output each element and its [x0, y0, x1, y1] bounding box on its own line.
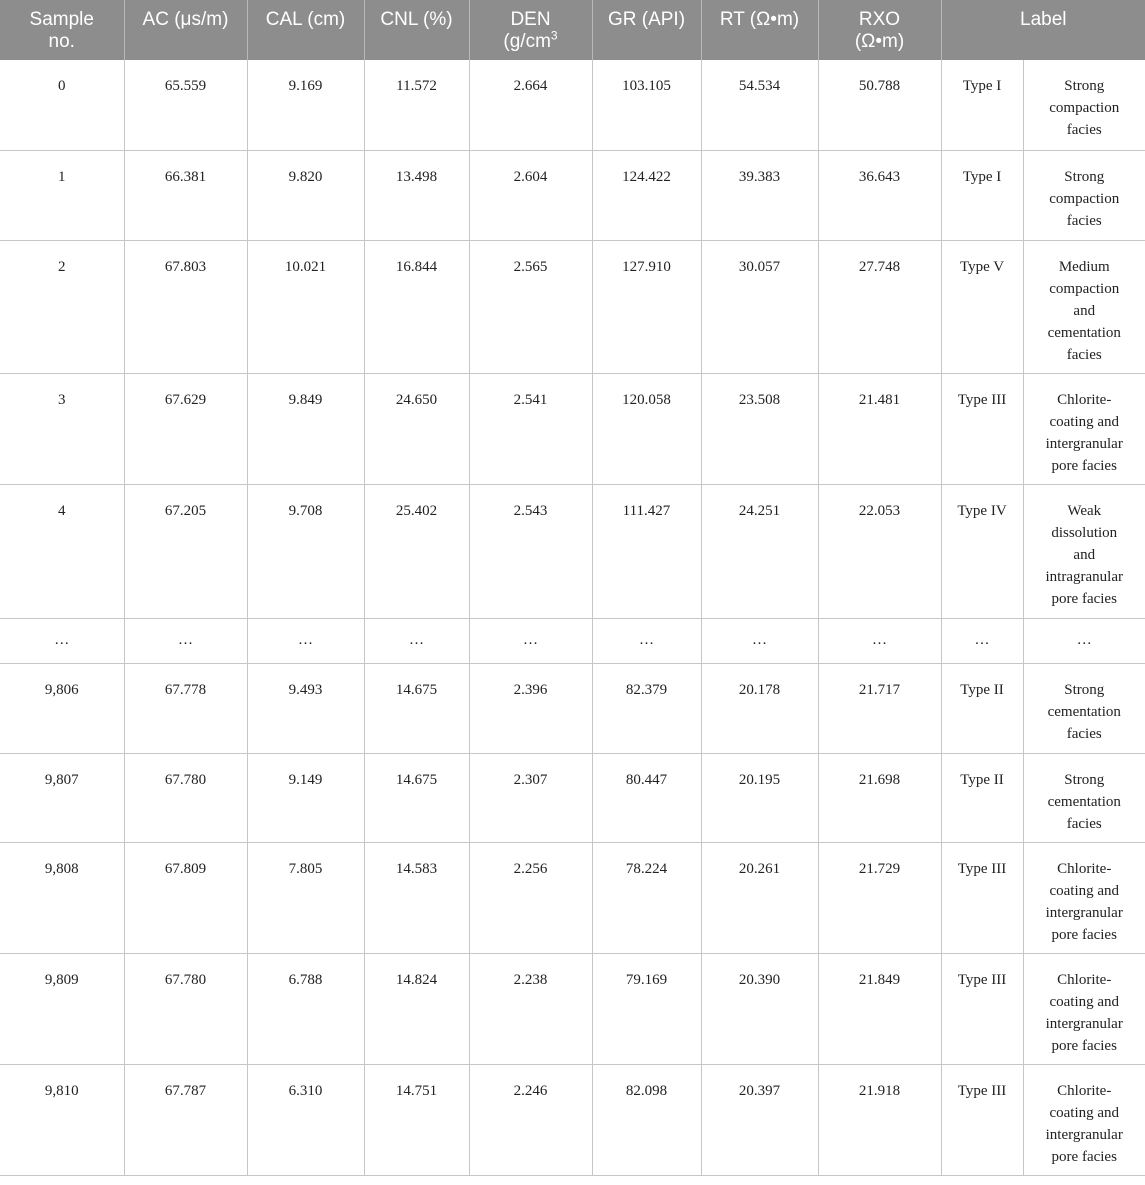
cell-gr: 78.224	[592, 842, 701, 953]
cell-rt: 20.397	[701, 1064, 818, 1175]
facies-line: Chlorite-	[1057, 971, 1112, 988]
table-row	[0, 618, 1145, 663]
cell-cnl: 25.402	[364, 484, 469, 618]
cell-gr: 82.098	[592, 1064, 701, 1175]
cell-gr: 124.422	[592, 150, 701, 240]
facies-line: Strong	[1064, 681, 1105, 698]
facies-line: Strong	[1064, 771, 1105, 788]
cell-cnl: 14.824	[364, 953, 469, 1064]
cell-label-facies	[1023, 753, 1145, 842]
cell-rxo: 36.643	[818, 150, 941, 240]
facies-line: coating and	[1049, 413, 1120, 430]
header-rxo: RXO (Ω•m)	[818, 0, 941, 60]
table-row	[0, 150, 1145, 240]
cell-ac: 67.629	[124, 373, 247, 484]
cell-rt: 24.251	[701, 484, 818, 618]
facies-line: cementation	[1047, 793, 1121, 810]
cell-label-facies	[1023, 373, 1145, 484]
cell-sample-no: 3	[0, 373, 124, 484]
facies-line: facies	[1066, 212, 1102, 229]
cell-rt: 30.057	[701, 240, 818, 373]
cell-sample-no: 0	[0, 60, 124, 150]
cell-ac: 67.780	[124, 953, 247, 1064]
cell-label-facies	[1023, 240, 1145, 373]
facies-line: facies	[1066, 725, 1102, 742]
header-label: Label	[941, 0, 1145, 60]
cell-sample-no: 9,809	[0, 953, 124, 1064]
cell-cnl: 14.583	[364, 842, 469, 953]
header-cal: CAL (cm)	[247, 0, 364, 60]
cell-label-type: …	[941, 618, 1023, 663]
cell-gr: 103.105	[592, 60, 701, 150]
cell-rt: 20.261	[701, 842, 818, 953]
cell-den: 2.604	[469, 150, 592, 240]
header-row	[0, 0, 1145, 60]
cell-ac: 67.803	[124, 240, 247, 373]
cell-den: 2.543	[469, 484, 592, 618]
header-ac: AC (μs/m)	[124, 0, 247, 60]
header-gr: GR (API)	[592, 0, 701, 60]
cell-cnl: 24.650	[364, 373, 469, 484]
cell-cnl: 11.572	[364, 60, 469, 150]
facies-line: Chlorite-	[1057, 860, 1112, 877]
cell-den: 2.246	[469, 1064, 592, 1175]
cell-rxo: 21.918	[818, 1064, 941, 1175]
facies-line: pore facies	[1051, 457, 1117, 474]
cell-label-type: Type I	[941, 150, 1023, 240]
facies-line: intergranular	[1045, 435, 1123, 452]
cell-label-type: Type II	[941, 663, 1023, 753]
facies-line: Strong	[1064, 78, 1105, 94]
cell-den: 2.664	[469, 60, 592, 150]
cell-gr: 79.169	[592, 953, 701, 1064]
facies-line: cementation	[1047, 703, 1121, 720]
cell-cal: 7.805	[247, 842, 364, 953]
table-row	[0, 373, 1145, 484]
cell-label-facies	[1023, 484, 1145, 618]
facies-line: cementation	[1047, 324, 1121, 341]
cell-label-type: Type III	[941, 842, 1023, 953]
cell-label-facies	[1023, 663, 1145, 753]
facies-line: and	[1073, 546, 1096, 563]
table-row	[0, 240, 1145, 373]
cell-rxo: …	[818, 618, 941, 663]
facies-line: compaction	[1049, 280, 1120, 297]
cell-label-type: Type III	[941, 373, 1023, 484]
cell-den: 2.565	[469, 240, 592, 373]
cell-sample-no: 9,806	[0, 663, 124, 753]
table-row	[0, 953, 1145, 1064]
cell-ac: 66.381	[124, 150, 247, 240]
cell-rxo: 21.849	[818, 953, 941, 1064]
cell-ac: 67.809	[124, 842, 247, 953]
facies-line: Weak	[1067, 502, 1102, 519]
header-sample-no: Sample no.	[0, 0, 124, 60]
table-row	[0, 842, 1145, 953]
cell-rt: 54.534	[701, 60, 818, 150]
cell-rxo: 50.788	[818, 60, 941, 150]
facies-line: intragranular	[1045, 568, 1123, 585]
facies-line: and	[1073, 302, 1096, 319]
cell-cal: …	[247, 618, 364, 663]
cell-cal: 9.708	[247, 484, 364, 618]
cell-label-facies	[1023, 1064, 1145, 1175]
facies-line: Chlorite-	[1057, 391, 1112, 408]
cell-label-type: Type III	[941, 953, 1023, 1064]
cell-sample-no: …	[0, 618, 124, 663]
table-row	[0, 1064, 1145, 1175]
cell-label-facies	[1023, 150, 1145, 240]
cell-label-facies	[1023, 60, 1145, 150]
cell-rxo: 21.481	[818, 373, 941, 484]
cell-label-type: Type IV	[941, 484, 1023, 618]
cell-label-type: Type I	[941, 60, 1023, 150]
cell-ac: 67.778	[124, 663, 247, 753]
facies-line: intergranular	[1045, 1126, 1123, 1143]
cell-label-facies	[1023, 618, 1145, 663]
cell-ac: 65.559	[124, 60, 247, 150]
table-row	[0, 484, 1145, 618]
cell-rt: 23.508	[701, 373, 818, 484]
cell-cal: 9.820	[247, 150, 364, 240]
table-body	[0, 60, 1145, 1175]
cell-gr: 82.379	[592, 663, 701, 753]
cell-sample-no: 4	[0, 484, 124, 618]
cell-label-type: Type V	[941, 240, 1023, 373]
cell-cnl: 14.675	[364, 663, 469, 753]
facies-line: pore facies	[1051, 926, 1117, 943]
cell-rxo: 27.748	[818, 240, 941, 373]
facies-line: intergranular	[1045, 904, 1123, 921]
cell-cal: 9.169	[247, 60, 364, 150]
header-den: DEN ($g/cm^3$	[469, 0, 592, 60]
cell-rt: 20.178	[701, 663, 818, 753]
facies-line: facies	[1066, 815, 1102, 832]
cell-rxo: 21.729	[818, 842, 941, 953]
cell-cal: 9.149	[247, 753, 364, 842]
cell-rt: …	[701, 618, 818, 663]
facies-line: coating and	[1049, 993, 1120, 1010]
cell-cnl: 16.844	[364, 240, 469, 373]
cell-cal: 10.021	[247, 240, 364, 373]
cell-den: 2.396	[469, 663, 592, 753]
cell-sample-no: 9,807	[0, 753, 124, 842]
cell-den: 2.541	[469, 373, 592, 484]
cell-ac: …	[124, 618, 247, 663]
cell-den: …	[469, 618, 592, 663]
table-row	[0, 753, 1145, 842]
facies-line: pore facies	[1051, 1148, 1117, 1165]
cell-sample-no: 9,810	[0, 1064, 124, 1175]
facies-line: coating and	[1049, 882, 1120, 899]
cell-cal: 6.310	[247, 1064, 364, 1175]
cell-sample-no: 1	[0, 150, 124, 240]
header-rt: RT (Ω•m)	[701, 0, 818, 60]
facies-line: Medium	[1058, 258, 1110, 275]
cell-label-facies	[1023, 953, 1145, 1064]
cell-cal: 9.849	[247, 373, 364, 484]
facies-line: coating and	[1049, 1104, 1120, 1121]
cell-ac: 67.787	[124, 1064, 247, 1175]
cell-rxo: 21.698	[818, 753, 941, 842]
facies-line: dissolution	[1051, 524, 1118, 541]
cell-cal: 6.788	[247, 953, 364, 1064]
cell-label-type: Type III	[941, 1064, 1023, 1175]
cell-gr: 80.447	[592, 753, 701, 842]
facies-line: Strong	[1064, 168, 1105, 185]
cell-cnl: 13.498	[364, 150, 469, 240]
cell-cal: 9.493	[247, 663, 364, 753]
cell-gr: 111.427	[592, 484, 701, 618]
cell-rt: 20.390	[701, 953, 818, 1064]
facies-line: facies	[1066, 122, 1102, 138]
cell-label-facies	[1023, 842, 1145, 953]
table-row	[0, 60, 1145, 150]
cell-label-type: Type II	[941, 753, 1023, 842]
facies-line: intergranular	[1045, 1015, 1123, 1032]
cell-rt: 20.195	[701, 753, 818, 842]
facies-line: …	[1076, 631, 1092, 648]
cell-rxo: 22.053	[818, 484, 941, 618]
facies-line: compaction	[1049, 100, 1120, 116]
cell-gr: …	[592, 618, 701, 663]
cell-ac: 67.205	[124, 484, 247, 618]
facies-line: pore facies	[1051, 590, 1117, 607]
cell-den: 2.256	[469, 842, 592, 953]
facies-line: pore facies	[1051, 1037, 1117, 1054]
cell-cnl: 14.751	[364, 1064, 469, 1175]
facies-line: Chlorite-	[1057, 1082, 1112, 1099]
cell-sample-no: 9,808	[0, 842, 124, 953]
cell-cnl: …	[364, 618, 469, 663]
cell-den: 2.307	[469, 753, 592, 842]
header-cnl: CNL (%)	[364, 0, 469, 60]
facies-line: facies	[1066, 346, 1102, 363]
cell-den: 2.238	[469, 953, 592, 1064]
cell-cnl: 14.675	[364, 753, 469, 842]
cell-gr: 127.910	[592, 240, 701, 373]
cell-gr: 120.058	[592, 373, 701, 484]
cell-ac: 67.780	[124, 753, 247, 842]
table-row	[0, 663, 1145, 753]
cell-sample-no: 2	[0, 240, 124, 373]
cell-rxo: 21.717	[818, 663, 941, 753]
facies-line: compaction	[1049, 190, 1120, 207]
cell-rt: 39.383	[701, 150, 818, 240]
